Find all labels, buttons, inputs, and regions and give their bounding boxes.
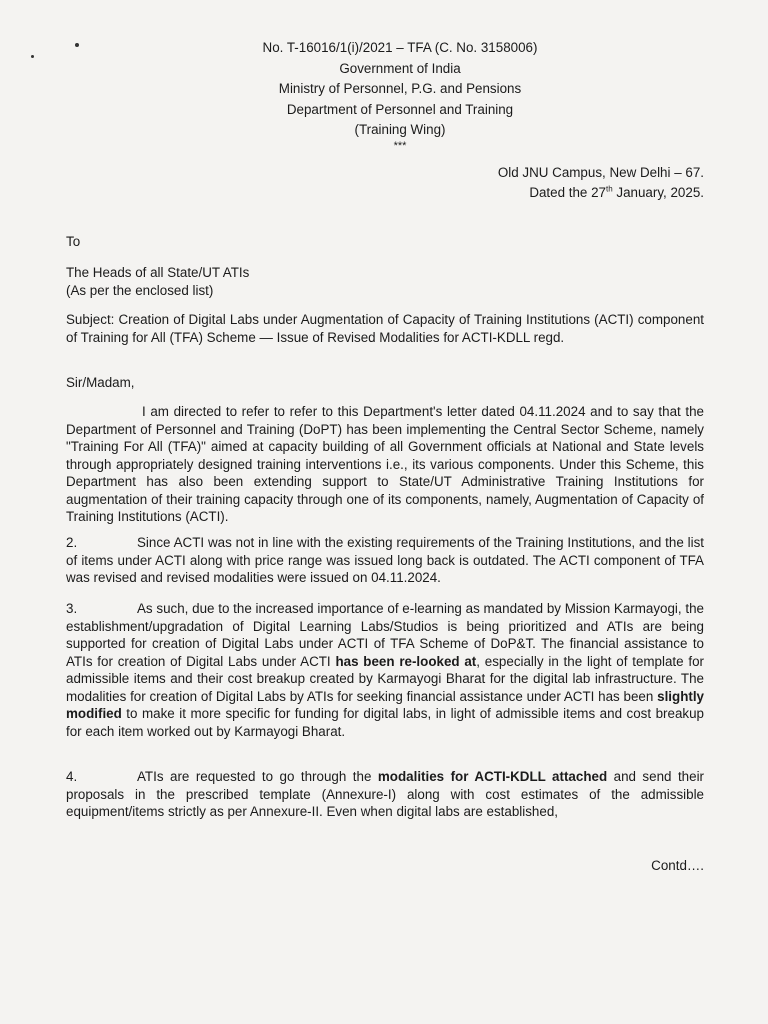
paragraph-text: As such, due to the increased importance of e-learning as mandated by Mission Karmayogi, the establishment/upgradation of Digital Learning Labs/Studios is being prioritized and ATIs are being supported for creation of Digital Labs under ACTI of TFA Scheme of DoP&T. The financial assistance to ATIs for creation of Digital Labs under ACTI [66,601,704,669]
subject: Subject: Creation of Digital Labs under Augmentation of Capacity of Training Institutions (ACTI) component of Training for All (TFA) Scheme — Issue of Revised Modalities for ACTI-KDLL regd. [66,312,704,345]
paragraph-text: and send their proposals in the prescribed template (Annexure-I) along with cost estimates of the admissible equipment/items strictly as per Annexure-II. Even when digital labs are established, [66,769,705,819]
place: Old JNU Campus, New Delhi – 67. [497,165,704,180]
bold-phrase: slightly modified [66,688,704,721]
header-stars: *** [393,139,407,152]
paragraph-text: ATIs are requested to go through the [137,769,378,784]
paragraph-number: 4. [66,769,78,784]
place-date-block [498,163,704,203]
paragraph-2 [66,534,704,587]
date-prefix: Dated the 27 [529,185,606,200]
reference-number: No. T-16016/1(i)/2021 – TFA (C. No. 3158006) [262,40,538,55]
header-line-ministry: Ministry of Personnel, P.G. and Pensions [278,81,522,96]
paragraph-4 [66,768,704,821]
addressee [66,264,704,299]
paragraph-3 [66,600,704,740]
to-label: To [66,234,81,249]
header-line-government: Government of India [339,60,461,76]
bold-phrase: has been re-looked at [335,653,477,669]
bold-phrase: modalities for ACTI-KDLL attached [377,769,608,784]
paragraph-number: 2. [66,535,78,550]
paragraph-number: 3. [66,601,78,616]
addressee-line: The Heads of all State/UT ATIs [66,265,250,280]
date-suffix: January, 2025. [612,185,704,200]
header-line-wing: (Training Wing) [354,122,446,137]
date [498,183,704,203]
paragraph-text: , especially in the light of template for admissible items and their cost breakup created by Karmayogi Bharat for the digital lab infrastructure. The modalities for creation of Digital Labs by ATIs for seeking financial assistance under ACTI has been [66,653,704,704]
salutation: Sir/Madam, [66,375,135,390]
date-superscript: th [606,184,613,194]
letter-header [0,38,768,151]
continued-label: Contd…. [651,858,704,873]
paragraph-1: I am directed to refer to refer to this Department's letter dated 04.11.2024 and to say that the Department of Personnel and Training (DoPT) has been implementing the Central Sector Scheme, namely "Training For All (TFA)" aimed at capacity building of all Government officials at National and State levels through appropriately designed training interventions i.e., its various components. Under this Scheme, this Department has also been extending support to State/UT Administrative Training Institutions for augmentation of their training capacity through one of its components, namely, Augmentation of Capacity of Training Institutions (ACTI). [66,404,704,524]
addressee-note: (As per the enclosed list) [66,282,214,298]
paragraph-text: Since ACTI was not in line with the existing requirements of the Training Institutions, and the list of items under ACTI along with price range was issued long back is outdated. The ACTI component of TFA was revised and revised modalities were issued on 04.11.2024. [66,535,704,585]
header-line-department: Department of Personnel and Training [286,101,514,117]
paragraph-text: to make it more specific for funding for digital labs, in light of admissible items and cost breakup for each item worked out by Karmayogi Bharat. [66,706,704,739]
